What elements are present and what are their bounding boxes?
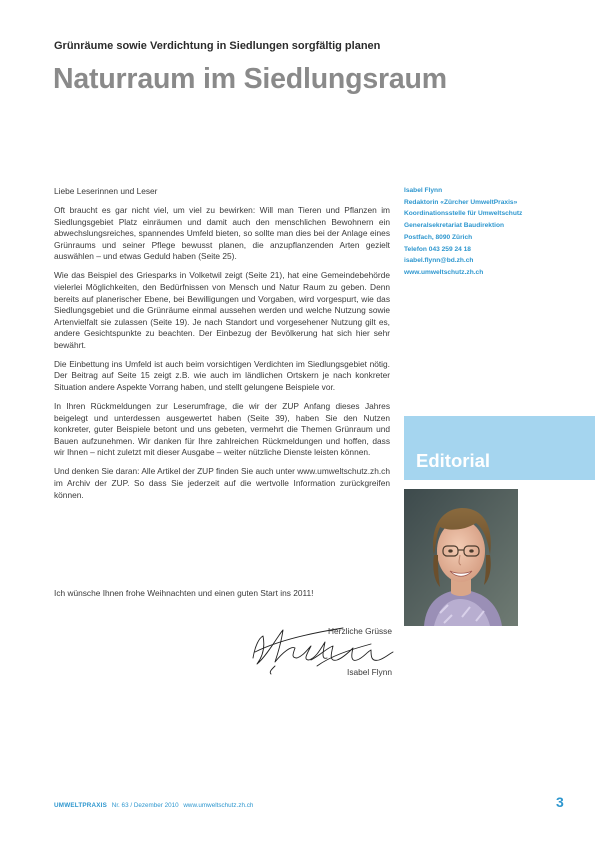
author-portrait	[404, 489, 518, 626]
contact-phone: Telefon 043 259 24 18	[404, 245, 471, 253]
paragraph-1: Oft braucht es gar nicht viel, um viel zu bewirken: Will man Tieren und Pflanzen im Siedlungsgebiet Platz einräumen und damit auch den menschlichen Bewohnern ein abwechslungsreiches, spannendes Umfeld bieten, so sollte man dies bei der Anlage eines Grünraums und seiner Pflege bewusst planen, die anzupflanzenden Arten gezielt auswählen – und etwas Geduld haben (Seite 25).	[54, 205, 390, 262]
footer-url[interactable]: www.umweltschutz.zh.ch	[183, 802, 254, 809]
kicker: Grünräume sowie Verdichtung in Siedlungen sorgfältig planen	[54, 40, 381, 52]
footer-masthead	[54, 802, 253, 809]
paragraph-4: In Ihren Rückmeldungen zur Leserumfrage, die wir der ZUP Anfang dieses Jahres beigelegt und unterdessen ausgewertet haben (Seite 39), haben Sie den Nutzen konkreter, guter Beispiele betont und uns gebeten, vermehrt die Themen Grünraum und Bauen aufzunehmen. Wir danken für Ihre zahlreichen Rückmeldungen und hoffen, dass wir Ihnen – nicht zuletzt mit dieser Ausgabe – weiter nützliche Dienste leisten können.	[54, 401, 390, 458]
paragraph-2: Wie das Beispiel des Griesparks in Volketwil zeigt (Seite 21), hat eine Gemeindebehörde vielerlei Möglichkeiten, den Bedürfnissen von Mensch und Natur Raum zu geben. Denn bereits auf planerischer Ebene, bei Bewilligungen und Vorgaben, wird vorgespurt, wie das Siedlungsgebiet und die Grünräume einmal aussehen werden und welche Nutzung sowie Artenvielfalt sie zulassen (Seite 19). Je nach Standort und vorgesehener Nutzung gilt es, andere Gesichtspunkte zu beachten. Der Einbezug der Bevölkerung hat sich hier sehr bewährt.	[54, 270, 390, 350]
paragraph-3: Die Einbettung ins Umfeld ist auch beim vorsichtigen Verdichten im Siedlungsgebiet nötig. Der Beitrag auf Seite 15 zeigt z.B. wie auch im ländlichen Ortskern je nach konkreter Situation andere Aspekte Vorrang haben, und stellt gelungene Beispiele vor.	[54, 358, 390, 392]
contact-email[interactable]: isabel.flynn@bd.zh.ch	[404, 257, 474, 265]
greeting: Herzliche Grüsse	[328, 626, 392, 636]
footer-brand: UMWELTPRAXIS	[54, 802, 108, 809]
section-label: Editorial	[416, 450, 491, 471]
section-band	[404, 416, 595, 480]
contact-block	[404, 185, 584, 279]
paragraph-5: Und denken Sie daran: Alle Artikel der ZUP finden Sie auch unter www.umweltschutz.zh.ch im Archiv der ZUP. So dass Sie jederzeit auf die wertvolle Information zurückgreifen können.	[54, 466, 390, 500]
contact-address: Postfach, 8090 Zürich	[404, 233, 473, 241]
closing-wish: Ich wünsche Ihnen frohe Weihnachten und einen guten Start ins 2011!	[54, 588, 314, 598]
signer-name: Isabel Flynn	[347, 667, 392, 677]
contact-website[interactable]: www.umweltschutz.zh.ch	[404, 268, 484, 276]
contact-office: Generalsekretariat Baudirektion	[404, 222, 505, 230]
page-number: 3	[556, 794, 564, 810]
page-title: Naturraum im Siedlungsraum	[53, 63, 447, 95]
contact-role: Redaktorin «Zürcher UmweltPraxis»	[404, 198, 518, 206]
editorial-body	[54, 186, 390, 509]
salutation: Liebe Leserinnen und Leser	[54, 186, 158, 196]
contact-department: Koordinationsstelle für Umweltschutz	[404, 210, 523, 218]
footer-issue: Nr. 63 / Dezember 2010	[111, 802, 179, 809]
contact-name: Isabel Flynn	[404, 187, 443, 194]
signature-block	[245, 616, 395, 696]
